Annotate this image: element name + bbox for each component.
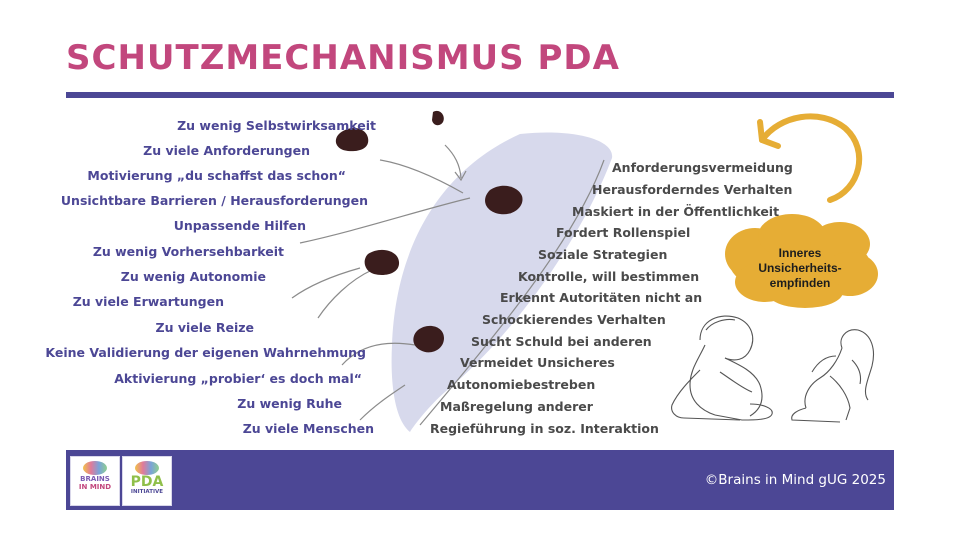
behavior-item: Maßregelung anderer [440,399,593,414]
trigger-item: Zu viele Anforderungen [143,143,310,158]
brain-icon [135,461,159,475]
trigger-item: Unsichtbare Barrieren / Herausforderungen [60,193,368,208]
behavior-item: Fordert Rollenspiel [556,225,691,240]
behavior-item: Autonomiebestreben [447,377,596,392]
copyright-text: ©Brains in Mind gUG 2025 [704,472,886,488]
behavior-item: Herausforderndes Verhalten [592,182,793,197]
logo-text: PDA [130,474,164,490]
cloud-line: Unsicherheits- [758,261,842,275]
brains-in-mind-logo [70,456,120,506]
behavior-item: Sucht Schuld bei anderen [471,334,652,349]
behavior-item: Regieführung in soz. Interaktion [430,421,659,436]
brain-icon [83,461,107,475]
cloud-label [740,246,860,291]
behavior-item: Anforderungsvermeidung [612,160,793,175]
trigger-item: Motivierung „du schaffst das schon“ [87,168,346,183]
footer-bar [66,450,894,510]
logo-text: INITIATIVE [130,489,164,495]
trigger-item: Zu wenig Selbstwirksamkeit [177,118,376,133]
trigger-item: Zu viele Erwartungen [72,294,224,309]
behavior-item: Vermeidet Unsicheres [460,355,615,370]
logo-text: IN MIND [78,483,112,491]
trigger-item: Zu wenig Autonomie [120,269,266,284]
trigger-item: Zu wenig Ruhe [237,396,342,411]
page-title: SCHUTZMECHANISMUS PDA [66,38,620,78]
trigger-item: Zu viele Reize [155,320,254,335]
pda-initiative-logo [122,456,172,506]
logo-text: BRAINS [80,475,110,483]
trigger-item: Zu wenig Vorhersehbarkeit [92,244,284,259]
behavior-item: Schockierendes Verhalten [482,312,666,327]
cloud-line: empfinden [769,276,831,290]
trigger-item: Unpassende Hilfen [173,218,306,233]
trigger-item: Keine Validierung der eigenen Wahrnehmung [45,345,366,360]
trigger-item: Aktivierung „probier‘ es doch mal“ [114,371,362,386]
behavior-item: Maskiert in der Öffentlichkeit [572,204,780,219]
cloud-line: Inneres [778,246,822,260]
trigger-item: Zu viele Menschen [242,421,374,436]
behavior-item: Erkennt Autoritäten nicht an [500,290,703,305]
behavior-item: Soziale Strategien [538,247,668,262]
behavior-item: Kontrolle, will bestimmen [518,269,700,284]
